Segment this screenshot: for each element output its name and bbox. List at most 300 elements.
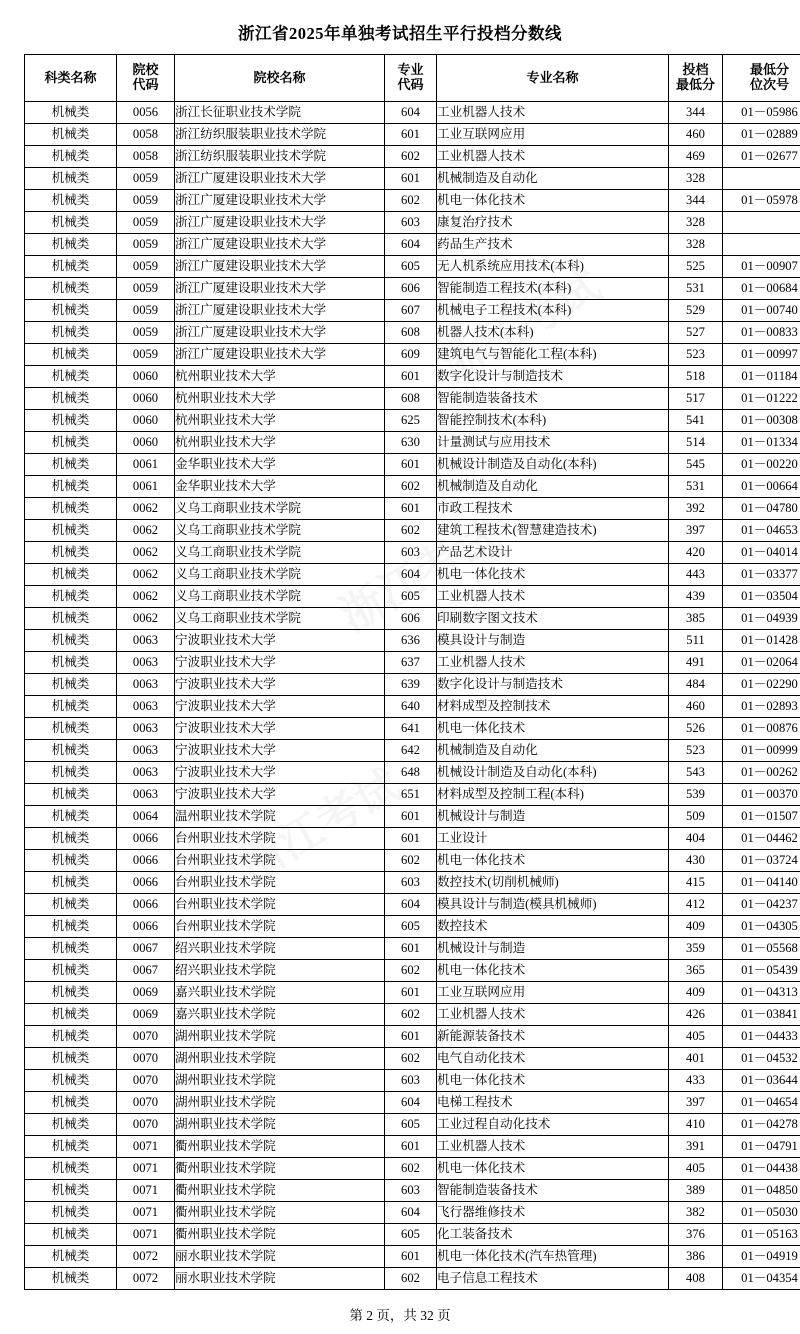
cell-school-code: 0066 — [117, 872, 175, 894]
cell-rank: 01－03504 — [723, 586, 800, 608]
cell-school-code: 0062 — [117, 520, 175, 542]
cell-school-code: 0072 — [117, 1268, 175, 1290]
cell-school-name: 湖州职业技术学院 — [175, 1092, 385, 1114]
cell-major-code: 602 — [385, 850, 437, 872]
table-row — [25, 234, 800, 256]
cell-major-code: 637 — [385, 652, 437, 674]
cell-category: 机械类 — [25, 1202, 117, 1224]
cell-major-name: 机电一体化技术 — [437, 850, 669, 872]
cell-category: 机械类 — [25, 498, 117, 520]
cell-school-name: 衢州职业技术学院 — [175, 1224, 385, 1246]
cell-score: 359 — [669, 938, 723, 960]
page-footer: 第 2 页，共 32 页 — [24, 1304, 776, 1334]
cell-category: 机械类 — [25, 278, 117, 300]
cell-school-code: 0059 — [117, 300, 175, 322]
cell-school-name: 宁波职业技术大学 — [175, 762, 385, 784]
cell-school-code: 0070 — [117, 1092, 175, 1114]
cell-major-code: 603 — [385, 872, 437, 894]
table-row — [25, 960, 800, 982]
cell-major-name: 机械电子工程技术(本科) — [437, 300, 669, 322]
cell-school-code: 0066 — [117, 894, 175, 916]
cell-rank: 01－02889 — [723, 124, 800, 146]
cell-school-name: 金华职业技术大学 — [175, 454, 385, 476]
cell-major-code: 602 — [385, 960, 437, 982]
cell-school-code: 0059 — [117, 256, 175, 278]
cell-school-code: 0071 — [117, 1224, 175, 1246]
cell-rank: 01－04433 — [723, 1026, 800, 1048]
cell-school-code: 0059 — [117, 322, 175, 344]
cell-major-code: 601 — [385, 1246, 437, 1268]
cell-school-code: 0066 — [117, 850, 175, 872]
cell-major-code: 642 — [385, 740, 437, 762]
cell-school-name: 金华职业技术大学 — [175, 476, 385, 498]
column-header-category — [25, 55, 117, 102]
header-major-code-line1: 专业 — [385, 63, 436, 78]
cell-rank: 01－04278 — [723, 1114, 800, 1136]
table-row — [25, 278, 800, 300]
cell-score: 410 — [669, 1114, 723, 1136]
cell-school-code: 0059 — [117, 190, 175, 212]
cell-rank — [723, 212, 800, 234]
cell-school-code: 0062 — [117, 586, 175, 608]
cell-category: 机械类 — [25, 740, 117, 762]
cell-rank: 01－03644 — [723, 1070, 800, 1092]
table-row — [25, 938, 800, 960]
cell-rank: 01－02290 — [723, 674, 800, 696]
cell-school-code: 0070 — [117, 1048, 175, 1070]
column-header-school-code — [117, 55, 175, 102]
cell-major-name: 智能制造装备技术 — [437, 388, 669, 410]
cell-category: 机械类 — [25, 586, 117, 608]
cell-score: 389 — [669, 1180, 723, 1202]
cell-rank: 01－04014 — [723, 542, 800, 564]
cell-major-name: 机电一体化技术 — [437, 718, 669, 740]
cell-category: 机械类 — [25, 1070, 117, 1092]
cell-major-code: 602 — [385, 190, 437, 212]
cell-rank: 01－05568 — [723, 938, 800, 960]
cell-major-code: 604 — [385, 564, 437, 586]
table-row — [25, 982, 800, 1004]
cell-rank — [723, 234, 800, 256]
cell-school-name: 湖州职业技术学院 — [175, 1070, 385, 1092]
table-row — [25, 1268, 800, 1290]
cell-major-name: 机械设计制造及自动化(本科) — [437, 762, 669, 784]
cell-major-code: 601 — [385, 366, 437, 388]
cell-rank: 01－00997 — [723, 344, 800, 366]
table-row — [25, 1180, 800, 1202]
cell-rank: 01－00907 — [723, 256, 800, 278]
cell-category: 机械类 — [25, 454, 117, 476]
cell-major-name: 机械设计与制造 — [437, 938, 669, 960]
table-row — [25, 564, 800, 586]
cell-school-name: 衢州职业技术学院 — [175, 1180, 385, 1202]
cell-school-name: 浙江长征职业技术学院 — [175, 102, 385, 124]
table-row — [25, 366, 800, 388]
cell-category: 机械类 — [25, 476, 117, 498]
table-row — [25, 850, 800, 872]
column-header-school-name — [175, 55, 385, 102]
cell-major-name: 数字化设计与制造技术 — [437, 366, 669, 388]
cell-major-name: 智能制造装备技术 — [437, 1180, 669, 1202]
cell-major-code: 601 — [385, 124, 437, 146]
cell-major-code: 601 — [385, 982, 437, 1004]
table-row — [25, 1202, 800, 1224]
cell-school-code: 0062 — [117, 498, 175, 520]
cell-score: 405 — [669, 1026, 723, 1048]
cell-category: 机械类 — [25, 630, 117, 652]
header-school-code-line2: 代码 — [117, 78, 174, 93]
cell-major-name: 数字化设计与制造技术 — [437, 674, 669, 696]
cell-rank: 01－04354 — [723, 1268, 800, 1290]
cell-category: 机械类 — [25, 696, 117, 718]
table-row — [25, 1246, 800, 1268]
table-row — [25, 608, 800, 630]
cell-category: 机械类 — [25, 608, 117, 630]
table-row — [25, 762, 800, 784]
cell-major-name: 机械设计制造及自动化(本科) — [437, 454, 669, 476]
cell-category: 机械类 — [25, 212, 117, 234]
cell-rank: 01－01334 — [723, 432, 800, 454]
header-rank-line1: 最低分 — [723, 63, 800, 78]
admission-score-table — [24, 54, 800, 1290]
cell-major-code: 601 — [385, 806, 437, 828]
cell-school-code: 0059 — [117, 234, 175, 256]
cell-rank: 01－00684 — [723, 278, 800, 300]
header-school-code-line1: 院校 — [117, 63, 174, 78]
cell-rank: 01－04850 — [723, 1180, 800, 1202]
cell-score: 391 — [669, 1136, 723, 1158]
table-row — [25, 542, 800, 564]
header-score-line2: 最低分 — [669, 78, 722, 93]
cell-score: 527 — [669, 322, 723, 344]
cell-score: 514 — [669, 432, 723, 454]
cell-category: 机械类 — [25, 1268, 117, 1290]
cell-major-code: 605 — [385, 1114, 437, 1136]
cell-major-code: 604 — [385, 234, 437, 256]
cell-major-code: 601 — [385, 1136, 437, 1158]
cell-major-name: 药品生产技术 — [437, 234, 669, 256]
header-major-code-line2: 代码 — [385, 78, 436, 93]
cell-rank: 01－00740 — [723, 300, 800, 322]
cell-major-code: 636 — [385, 630, 437, 652]
cell-major-code: 604 — [385, 894, 437, 916]
cell-school-code: 0067 — [117, 960, 175, 982]
table-row — [25, 586, 800, 608]
cell-score: 426 — [669, 1004, 723, 1026]
cell-school-name: 衢州职业技术学院 — [175, 1158, 385, 1180]
cell-category: 机械类 — [25, 762, 117, 784]
cell-major-name: 数控技术 — [437, 916, 669, 938]
cell-major-name: 建筑电气与智能化工程(本科) — [437, 344, 669, 366]
cell-rank: 01－05978 — [723, 190, 800, 212]
cell-school-code: 0058 — [117, 124, 175, 146]
cell-major-name: 机电一体化技术 — [437, 960, 669, 982]
cell-category: 机械类 — [25, 1158, 117, 1180]
table-row — [25, 476, 800, 498]
cell-score: 420 — [669, 542, 723, 564]
cell-category: 机械类 — [25, 190, 117, 212]
cell-school-name: 义乌工商职业技术学院 — [175, 608, 385, 630]
cell-score: 460 — [669, 696, 723, 718]
cell-major-code: 606 — [385, 608, 437, 630]
cell-category: 机械类 — [25, 102, 117, 124]
cell-major-code: 607 — [385, 300, 437, 322]
cell-school-name: 浙江广厦建设职业技术大学 — [175, 256, 385, 278]
cell-major-name: 工业互联网应用 — [437, 982, 669, 1004]
cell-school-code: 0056 — [117, 102, 175, 124]
cell-category: 机械类 — [25, 960, 117, 982]
header-score-line1: 投档 — [669, 63, 722, 78]
table-header-row — [25, 55, 800, 102]
cell-rank: 01－00833 — [723, 322, 800, 344]
cell-school-code: 0059 — [117, 212, 175, 234]
cell-school-name: 浙江广厦建设职业技术大学 — [175, 344, 385, 366]
cell-major-name: 电子信息工程技术 — [437, 1268, 669, 1290]
cell-major-code: 630 — [385, 432, 437, 454]
cell-school-code: 0060 — [117, 388, 175, 410]
cell-major-name: 模具设计与制造 — [437, 630, 669, 652]
cell-score: 409 — [669, 916, 723, 938]
header-rank-line2: 位次号 — [723, 78, 800, 93]
cell-school-name: 义乌工商职业技术学院 — [175, 498, 385, 520]
cell-school-code: 0070 — [117, 1070, 175, 1092]
cell-school-name: 浙江广厦建设职业技术大学 — [175, 234, 385, 256]
cell-major-name: 工业机器人技术 — [437, 652, 669, 674]
cell-major-code: 651 — [385, 784, 437, 806]
cell-school-name: 湖州职业技术学院 — [175, 1026, 385, 1048]
cell-rank: 01－04791 — [723, 1136, 800, 1158]
cell-rank: 01－04237 — [723, 894, 800, 916]
cell-school-code: 0060 — [117, 366, 175, 388]
table-row — [25, 388, 800, 410]
cell-school-name: 台州职业技术学院 — [175, 872, 385, 894]
cell-score: 545 — [669, 454, 723, 476]
cell-rank: 01－04532 — [723, 1048, 800, 1070]
cell-school-code: 0062 — [117, 542, 175, 564]
cell-school-name: 杭州职业技术大学 — [175, 388, 385, 410]
cell-major-code: 605 — [385, 916, 437, 938]
cell-rank: 01－00876 — [723, 718, 800, 740]
table-row — [25, 520, 800, 542]
cell-score: 328 — [669, 234, 723, 256]
cell-school-name: 宁波职业技术大学 — [175, 784, 385, 806]
header-category-label: 科类名称 — [25, 71, 116, 86]
cell-category: 机械类 — [25, 256, 117, 278]
cell-score: 509 — [669, 806, 723, 828]
cell-rank: 01－00664 — [723, 476, 800, 498]
cell-school-code: 0062 — [117, 608, 175, 630]
cell-major-name: 机电一体化技术 — [437, 1070, 669, 1092]
cell-school-name: 绍兴职业技术学院 — [175, 938, 385, 960]
cell-school-name: 丽水职业技术学院 — [175, 1268, 385, 1290]
cell-rank: 01－01222 — [723, 388, 800, 410]
cell-major-code: 602 — [385, 1268, 437, 1290]
cell-category: 机械类 — [25, 784, 117, 806]
cell-school-code: 0071 — [117, 1136, 175, 1158]
cell-school-name: 台州职业技术学院 — [175, 828, 385, 850]
cell-major-name: 智能制造工程技术(本科) — [437, 278, 669, 300]
cell-school-name: 衢州职业技术学院 — [175, 1136, 385, 1158]
cell-school-name: 湖州职业技术学院 — [175, 1114, 385, 1136]
cell-rank — [723, 168, 800, 190]
cell-category: 机械类 — [25, 1004, 117, 1026]
cell-rank: 01－00220 — [723, 454, 800, 476]
cell-school-code: 0063 — [117, 718, 175, 740]
cell-category: 机械类 — [25, 520, 117, 542]
cell-category: 机械类 — [25, 1246, 117, 1268]
cell-major-code: 601 — [385, 498, 437, 520]
cell-rank: 01－05439 — [723, 960, 800, 982]
table-row — [25, 190, 800, 212]
cell-school-code: 0063 — [117, 630, 175, 652]
cell-major-name: 机械设计与制造 — [437, 806, 669, 828]
cell-major-name: 机电一体化技术 — [437, 1158, 669, 1180]
cell-category: 机械类 — [25, 850, 117, 872]
cell-score: 484 — [669, 674, 723, 696]
cell-major-code: 640 — [385, 696, 437, 718]
cell-school-name: 义乌工商职业技术学院 — [175, 586, 385, 608]
cell-rank: 01－04140 — [723, 872, 800, 894]
cell-school-name: 浙江广厦建设职业技术大学 — [175, 322, 385, 344]
cell-score: 469 — [669, 146, 723, 168]
table-row — [25, 1004, 800, 1026]
cell-rank: 01－04654 — [723, 1092, 800, 1114]
cell-category: 机械类 — [25, 124, 117, 146]
table-row — [25, 1092, 800, 1114]
cell-score: 401 — [669, 1048, 723, 1070]
cell-school-name: 宁波职业技术大学 — [175, 718, 385, 740]
table-row — [25, 806, 800, 828]
cell-major-name: 材料成型及控制工程(本科) — [437, 784, 669, 806]
cell-category: 机械类 — [25, 542, 117, 564]
cell-major-code: 602 — [385, 520, 437, 542]
cell-school-name: 义乌工商职业技术学院 — [175, 542, 385, 564]
cell-school-name: 浙江广厦建设职业技术大学 — [175, 300, 385, 322]
cell-school-code: 0069 — [117, 1004, 175, 1026]
table-row — [25, 1070, 800, 1092]
cell-score: 526 — [669, 718, 723, 740]
cell-school-code: 0067 — [117, 938, 175, 960]
cell-rank: 01－01507 — [723, 806, 800, 828]
table-row — [25, 828, 800, 850]
cell-school-code: 0058 — [117, 146, 175, 168]
cell-major-code: 601 — [385, 938, 437, 960]
cell-school-name: 浙江广厦建设职业技术大学 — [175, 212, 385, 234]
table-row — [25, 1048, 800, 1070]
cell-rank: 01－02893 — [723, 696, 800, 718]
cell-school-name: 绍兴职业技术学院 — [175, 960, 385, 982]
cell-category: 机械类 — [25, 828, 117, 850]
cell-score: 433 — [669, 1070, 723, 1092]
cell-score: 529 — [669, 300, 723, 322]
cell-school-code: 0061 — [117, 454, 175, 476]
cell-score: 415 — [669, 872, 723, 894]
cell-score: 409 — [669, 982, 723, 1004]
cell-score: 365 — [669, 960, 723, 982]
table-row — [25, 322, 800, 344]
cell-major-name: 产品艺术设计 — [437, 542, 669, 564]
cell-school-name: 台州职业技术学院 — [175, 850, 385, 872]
cell-rank: 01－00262 — [723, 762, 800, 784]
cell-major-code: 601 — [385, 168, 437, 190]
cell-score: 386 — [669, 1246, 723, 1268]
cell-school-name: 湖州职业技术学院 — [175, 1048, 385, 1070]
cell-category: 机械类 — [25, 1180, 117, 1202]
cell-major-name: 机电一体化技术 — [437, 190, 669, 212]
cell-school-code: 0069 — [117, 982, 175, 1004]
cell-major-name: 工业机器人技术 — [437, 146, 669, 168]
cell-major-name: 机械制造及自动化 — [437, 476, 669, 498]
cell-category: 机械类 — [25, 652, 117, 674]
table-row — [25, 344, 800, 366]
cell-score: 460 — [669, 124, 723, 146]
cell-major-code: 602 — [385, 1158, 437, 1180]
cell-major-code: 625 — [385, 410, 437, 432]
table-row — [25, 300, 800, 322]
cell-school-name: 丽水职业技术学院 — [175, 1246, 385, 1268]
cell-major-name: 机电一体化技术(汽车热管理) — [437, 1246, 669, 1268]
cell-score: 408 — [669, 1268, 723, 1290]
cell-major-name: 数控技术(切削机械师) — [437, 872, 669, 894]
cell-score: 443 — [669, 564, 723, 586]
cell-major-name: 无人机系统应用技术(本科) — [437, 256, 669, 278]
cell-score: 412 — [669, 894, 723, 916]
cell-school-code: 0072 — [117, 1246, 175, 1268]
column-header-score — [669, 55, 723, 102]
cell-school-code: 0063 — [117, 784, 175, 806]
cell-school-name: 台州职业技术学院 — [175, 894, 385, 916]
cell-score: 531 — [669, 476, 723, 498]
cell-school-code: 0063 — [117, 674, 175, 696]
cell-school-code: 0060 — [117, 410, 175, 432]
cell-rank: 01－04653 — [723, 520, 800, 542]
cell-major-code: 603 — [385, 212, 437, 234]
cell-major-code: 601 — [385, 1026, 437, 1048]
cell-category: 机械类 — [25, 322, 117, 344]
cell-rank: 01－04438 — [723, 1158, 800, 1180]
cell-school-name: 杭州职业技术大学 — [175, 366, 385, 388]
cell-major-code: 603 — [385, 1180, 437, 1202]
cell-score: 382 — [669, 1202, 723, 1224]
cell-score: 518 — [669, 366, 723, 388]
cell-school-code: 0059 — [117, 168, 175, 190]
table-row — [25, 696, 800, 718]
cell-major-name: 工业机器人技术 — [437, 1136, 669, 1158]
cell-major-code: 609 — [385, 344, 437, 366]
cell-rank: 01－01428 — [723, 630, 800, 652]
cell-category: 机械类 — [25, 366, 117, 388]
cell-score: 491 — [669, 652, 723, 674]
table-body — [25, 102, 800, 1290]
cell-category: 机械类 — [25, 234, 117, 256]
table-row — [25, 1158, 800, 1180]
cell-rank: 01－00999 — [723, 740, 800, 762]
table-row — [25, 1224, 800, 1246]
cell-major-name: 康复治疗技术 — [437, 212, 669, 234]
cell-rank: 01－05030 — [723, 1202, 800, 1224]
cell-school-code: 0063 — [117, 652, 175, 674]
cell-major-code: 602 — [385, 1004, 437, 1026]
cell-score: 430 — [669, 850, 723, 872]
table-row — [25, 212, 800, 234]
cell-score: 543 — [669, 762, 723, 784]
cell-major-code: 601 — [385, 454, 437, 476]
cell-major-code: 606 — [385, 278, 437, 300]
cell-category: 机械类 — [25, 388, 117, 410]
cell-score: 523 — [669, 740, 723, 762]
cell-score: 523 — [669, 344, 723, 366]
cell-category: 机械类 — [25, 146, 117, 168]
